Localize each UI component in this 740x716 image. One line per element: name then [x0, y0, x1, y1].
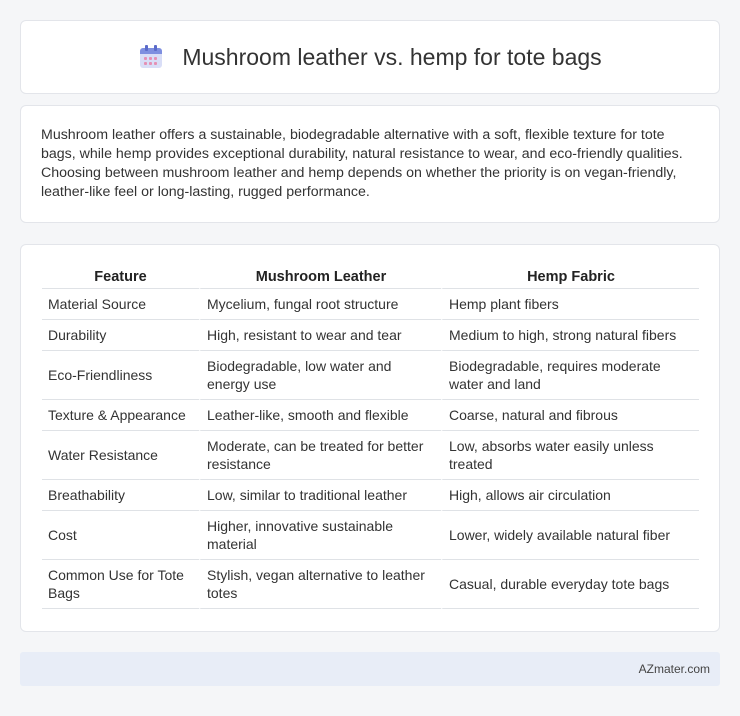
- hemp-cell: Low, absorbs water easily unless treated: [441, 431, 699, 480]
- mushroom-cell: Mycelium, fungal root structure: [199, 289, 441, 320]
- page-title: Mushroom leather vs. hemp for tote bags: [182, 43, 602, 70]
- hemp-cell: Coarse, natural and fibrous: [441, 400, 699, 431]
- table-row: [42, 351, 699, 400]
- header-hemp-fabric: Hemp Fabric: [441, 265, 699, 289]
- mushroom-cell: Moderate, can be treated for better resistance: [199, 431, 441, 480]
- feature-cell: Durability: [42, 320, 199, 351]
- feature-cell: Cost: [42, 511, 199, 560]
- table-header-row: [42, 265, 699, 289]
- table-row: [42, 431, 699, 480]
- hemp-cell: High, allows air circulation: [441, 480, 699, 511]
- title-wrap: [138, 44, 601, 71]
- header-feature: Feature: [42, 265, 199, 289]
- footer-site-label: AZmater.com: [638, 662, 710, 676]
- feature-cell: Breathability: [42, 480, 199, 511]
- mushroom-cell: Low, similar to traditional leather: [199, 480, 441, 511]
- table-row: [42, 289, 699, 320]
- intro-card: [20, 105, 720, 223]
- mushroom-cell: Higher, innovative sustainable material: [199, 511, 441, 560]
- title-card: [20, 20, 720, 94]
- table-row: [42, 511, 699, 560]
- hemp-cell: Lower, widely available natural fiber: [441, 511, 699, 560]
- feature-cell: Water Resistance: [42, 431, 199, 480]
- hemp-cell: Medium to high, strong natural fibers: [441, 320, 699, 351]
- mushroom-cell: High, resistant to wear and tear: [199, 320, 441, 351]
- table-row: [42, 400, 699, 431]
- footer-bar: [20, 652, 720, 686]
- table-row: [42, 320, 699, 351]
- mushroom-cell: Leather-like, smooth and flexible: [199, 400, 441, 431]
- table-row: [42, 560, 699, 609]
- comparison-table-card: [20, 244, 720, 632]
- feature-cell: Common Use for Tote Bags: [42, 560, 199, 609]
- hemp-cell: Biodegradable, requires moderate water and land: [441, 351, 699, 400]
- table-row: [42, 480, 699, 511]
- feature-cell: Eco-Friendliness: [42, 351, 199, 400]
- intro-paragraph: Mushroom leather offers a sustainable, biodegradable alternative with a soft, flexible texture for tote bags, while hemp provides exceptional durability, natural resistance to wear, and eco-friendly qualities. Choosing between mushroom leather and hemp depends on whether the priority is on vegan-friendly, leather-like feel or long-lasting, rugged performance.: [41, 127, 683, 200]
- hemp-cell: Hemp plant fibers: [441, 289, 699, 320]
- header-mushroom-leather: Mushroom Leather: [199, 265, 441, 289]
- hemp-cell: Casual, durable everyday tote bags: [441, 560, 699, 609]
- feature-cell: Material Source: [42, 289, 199, 320]
- feature-cell: Texture & Appearance: [42, 400, 199, 431]
- mushroom-cell: Biodegradable, low water and energy use: [199, 351, 441, 400]
- mushroom-cell: Stylish, vegan alternative to leather totes: [199, 560, 441, 609]
- calendar-icon: [138, 44, 164, 70]
- comparison-table: [42, 265, 699, 609]
